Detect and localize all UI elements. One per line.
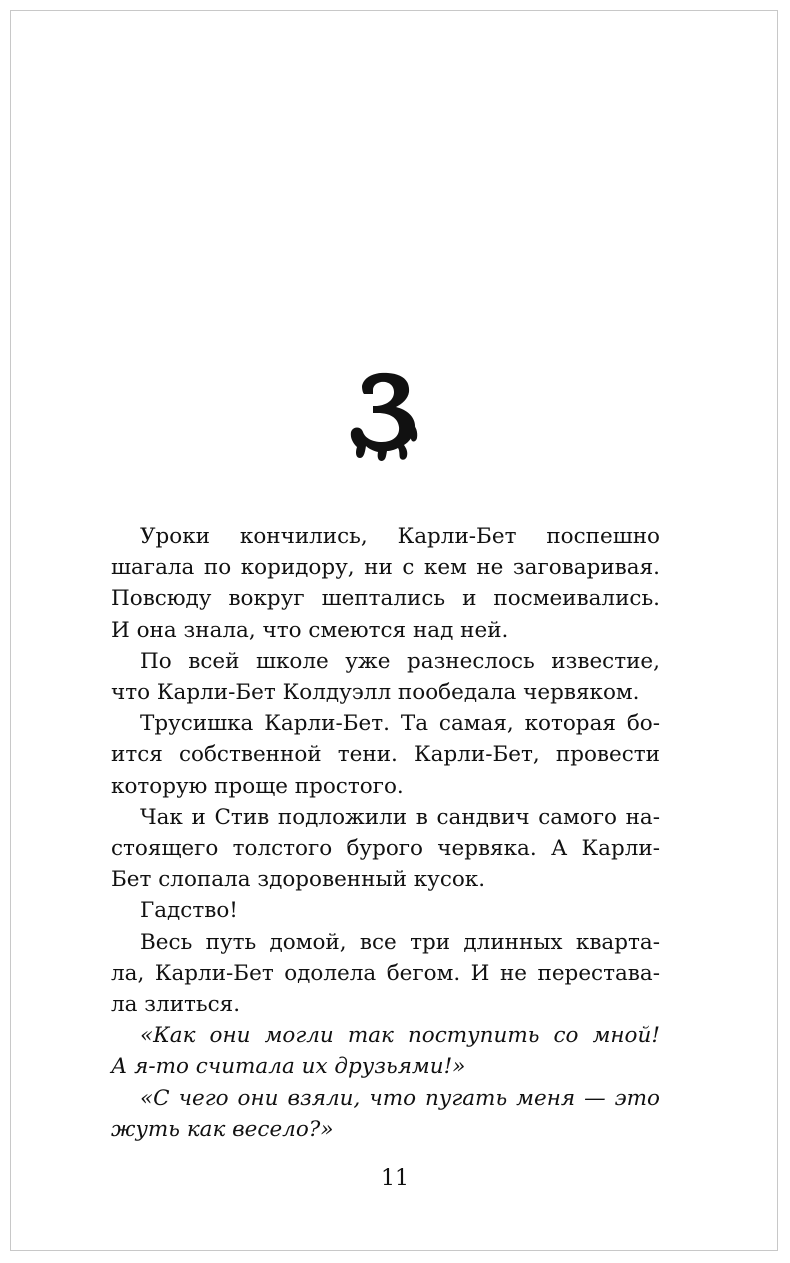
- chapter-number: [342, 366, 428, 466]
- text-line: И она знала, что смеются над ней.: [111, 617, 509, 643]
- text-line: Бет слопала здоровенный кусок.: [111, 867, 486, 893]
- text-line: А я-то считала их друзьями!»: [111, 1054, 466, 1080]
- italic-paragraph: [111, 1020, 660, 1082]
- page-number: 11: [381, 1166, 409, 1191]
- text-line: стоящего толстого бурого червяка. А Карли-: [111, 836, 660, 862]
- text-line: Трусишка Карли-Бет. Та самая, которая бо-: [140, 711, 660, 737]
- paragraph: [111, 708, 660, 802]
- text-line: Повсюду вокруг шептались и посмеивались.: [111, 586, 660, 612]
- text-line: шагала по коридору, ни с кем не заговаривая.: [111, 555, 660, 581]
- text-line: «Как они могли так поступить со мной!: [140, 1023, 660, 1049]
- text-line: Гадство!: [140, 898, 238, 924]
- chapter-text: [111, 521, 660, 1145]
- text-line: жуть как весело?»: [111, 1116, 334, 1142]
- italic-paragraph: [111, 1083, 660, 1145]
- text-line: «С чего они взяли, что пугать меня — это: [140, 1085, 660, 1111]
- paragraph: [111, 646, 660, 708]
- book-page: [10, 10, 778, 1251]
- text-line: что Карли-Бет Колдуэлл пообедала червяком.: [111, 680, 640, 706]
- text-line: Весь путь домой, все три длинных кварта-: [140, 929, 660, 955]
- text-line: Чак и Стив подложили в сандвич самого на-: [140, 804, 660, 830]
- paragraph: [111, 802, 660, 896]
- paragraph: [111, 895, 660, 926]
- text-line: ла, Карли-Бет одолела бегом. И не перестава-: [111, 960, 660, 986]
- text-line: По всей школе уже разнеслось известие,: [140, 648, 660, 674]
- text-line: ла злиться.: [111, 992, 241, 1018]
- text-line: которую проще простого.: [111, 773, 404, 799]
- paragraph: [111, 521, 660, 646]
- paragraph: [111, 927, 660, 1021]
- text-line: Уроки кончились, Карли-Бет поспешно: [140, 524, 660, 549]
- dripping-numeral-three-icon: [342, 366, 428, 466]
- text-line: ится собственной тени. Карли-Бет, провести: [111, 742, 660, 768]
